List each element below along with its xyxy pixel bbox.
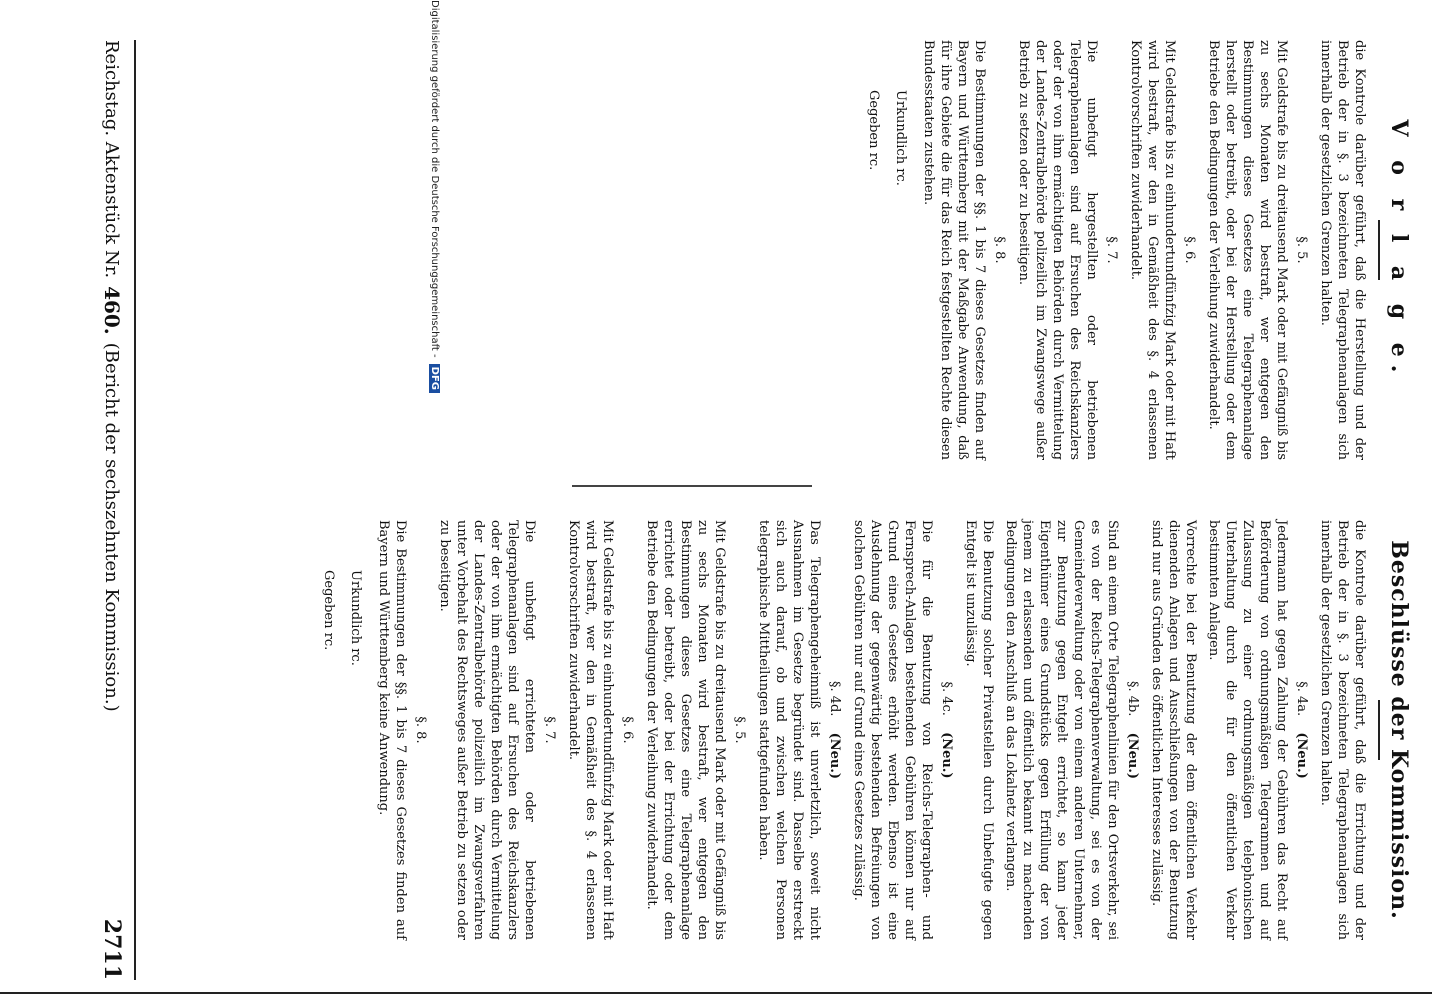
- page-edge-line: [0, 992, 1432, 994]
- section-label: §. 4d.: [827, 680, 842, 717]
- section-text: Die unbefugt hergestellten oder betriebenen Telegraphenanlagen sind auf Ersuchen des Reichskanzlers oder der von ihm ermächtigten Behörden durch Vermittelung der Landes-Zentralbehörde polizeilich im Zwangswege außer Betrieb zu setzen oder zu beseitigen.: [1016, 40, 1099, 460]
- closing-gegeben: Gegeben rc.: [866, 90, 881, 171]
- column-heading-vorlage: V o r l a g e.: [1386, 119, 1412, 381]
- section-text: Mit Geldstrafe bis zu einhundertundfünfzig Mark oder mit Haft wird bestraft, wer den in Gemäßheit des §. 4 erlassenen Kontrolvorschriften zuwiderhandelt.: [566, 520, 615, 940]
- section-label: §. 7.: [1104, 236, 1119, 264]
- section-text: Mit Geldstrafe bis zu dreitausend Mark oder mit Gefängniß bis zu sechs Monaten wird bestraft, wer entgegen den Bestimmungen dieses Gesetzes eine Telegraphenanlage herstellt oder betreibt, oder bei der Herstellung oder dem Betriebe den Bedingungen der Verleihung zuwiderhandelt.: [1206, 40, 1289, 460]
- intro-paragraph: die Kontrole darüber geführt, daß die Herstellung und der Betrieb der in §. 3 bezeichneten Telegraphenanlagen sich innerhalb der gesetzlichen Grenzen halten.: [1318, 40, 1367, 460]
- section-text: Die für die Benutzung von Reichs-Telegraphen- und Fernsprech-Anlagen bestehenden Gebühren können nur auf Grund eines Gesetzes erhöht werden. Ebenso ist eine Ausdehnung der gegenwärtig bestehenden Befreiungen von solchen Gebühren nur auf Grund eines Gesetzes zulässig.: [851, 520, 934, 940]
- section-label: §. 8.: [992, 236, 1007, 264]
- section-header: [827, 520, 842, 940]
- heading-rule: [1378, 220, 1380, 280]
- section-text: Das Telegraphengeheimniß ist unverletzlich, soweit nicht Ausnahmen im Gesetze begründet sind. Dasselbe erstreckt sich auch darauf, ob und zwischen welchen Personen telegraphische Mittheilungen stattgefunden haben.: [756, 520, 822, 940]
- section-text: Vorrechte bei der Benutzung der dem öffentlichen Verkehr dienenden Anlagen und Ausschließungen von der Benutzung sind nur aus Gründen des öffentlichen Interesses zulässig.: [1149, 520, 1198, 940]
- dfg-logo: DFG: [430, 364, 441, 393]
- closing-urkundlich: Urkundlich rc.: [893, 90, 908, 186]
- page-number: 2711: [99, 918, 125, 980]
- column-heading-beschluesse: Beschlüsse der Kommission.: [1386, 540, 1412, 920]
- new-marker: (Neu.): [1125, 732, 1140, 780]
- header-title: Reichstag. Aktenstück Nr.: [101, 40, 123, 279]
- column-vorlage: [152, 40, 1432, 460]
- section-label: §. 6.: [620, 716, 635, 744]
- section-label: §. 4c.: [939, 681, 954, 716]
- header-rule: [134, 40, 136, 980]
- section-text: Die Bestimmungen der §§. 1 bis 7 dieses Gesetzes finden auf Bayern und Württemberg mit der Maßgabe Anwendung, daß für ihre Gebiete die für das Reich festgestellten Rechte diesen Bundesstaaten zustehen.: [921, 40, 987, 460]
- section-header: [1125, 520, 1140, 940]
- section-label: §. 7.: [542, 716, 557, 744]
- closing-gegeben: Gegeben rc.: [321, 570, 336, 651]
- closing-urkundlich: Urkundlich rc.: [348, 570, 363, 666]
- section-label: §. 6.: [1182, 236, 1197, 264]
- section-label: §. 5.: [732, 716, 747, 744]
- section-text: Sind an einem Orte Telegraphenlinien für den Ortsverkehr, sei es von der Reichs-Telegraphenverwaltung, sei es von der Gemeindeverwaltung oder von einem anderen Unternehmer, zur Benutzung gegen Entgelt errichtet, so kann jeder Eigenthümer eines Grundstücks gegen Erfüllung der von jenem zu erlassenden und öffentlich bekannt zu machenden Bedingungen den Anschluß an das Lokalnetz verlangen.: [1003, 520, 1120, 940]
- new-marker: (Neu.): [939, 732, 954, 779]
- section-header: [1294, 520, 1309, 940]
- column-divider: [572, 485, 812, 487]
- section-text: Mit Geldstrafe bis zu dreitausend Mark oder mit Gefängniß bis zu sechs Monaten wird bestraft, wer entgegen den Bestimmungen dieses Gesetzes eine Telegraphenanlage errichtet oder betreibt, oder bei der Errichtung oder dem Betriebe den Bedingungen der Verleihung zuwiderhandelt.: [644, 520, 727, 940]
- section-label: §. 4b.: [1125, 680, 1140, 717]
- page-header: [92, 40, 132, 980]
- section-label: §. 5.: [1294, 236, 1309, 264]
- section-text: Die unbefugt errichteten oder betriebenen Telegraphenanlagen sind auf Ersuchen des Reichskanzlers oder der von ihm ermächtigten Behörden durch Vermittelung der Landes-Zentralbehörde polizeilich im Zwangsverfahren unter Vorbehalt des Rechtsweges außer Betrieb zu setzen oder zu beseitigen.: [437, 520, 537, 940]
- section-header: [939, 520, 954, 940]
- credit-text: Digitalisierung gefördert durch die Deutsche Forschungsgemeinschaft -: [429, 0, 441, 358]
- section-text: Die Bestimmungen der §§. 1 bis 7 dieses Gesetzes finden auf Bayern und Württemberg keine Anwendung.: [376, 520, 408, 940]
- section-label: §. 4a.: [1294, 681, 1309, 717]
- header-document-number: 460.: [100, 286, 124, 335]
- heading-rule: [1378, 700, 1380, 760]
- new-marker: (Neu.): [827, 732, 842, 780]
- section-text: Mit Geldstrafe bis zu einhundertundfünfzig Mark oder mit Haft wird bestraft, wer den in Gemäßheit des §. 4 erlassenen Kontrolvorschriften zuwiderhandelt.: [1128, 40, 1177, 460]
- header-subtitle: (Bericht der sechszehnten Kommission.): [101, 342, 123, 712]
- section-text: Die Benutzung solcher Privatstellen durch Unbefugte gegen Entgelt ist unzulässig.: [963, 520, 995, 940]
- section-text: Jedermann hat gegen Zahlung der Gebühren das Recht auf Beförderung von ordnungsmäßigen Telegrammen und auf Zulassung zu einer ordnungsmäßigen telephonischen Unterhaltung durch die für den öffentlichen Verkehr bestimmten Anlagen.: [1206, 520, 1289, 940]
- section-label: §. 8.: [413, 716, 428, 744]
- column-beschluesse: [152, 520, 1432, 940]
- intro-paragraph: die Kontrole darüber geführt, daß die Errichtung und der Betrieb der in §. 3 bezeichneten Telegraphenanlagen sich innerhalb der gesetzlichen Grenzen halten.: [1318, 520, 1367, 940]
- digitization-credit: [428, 0, 442, 1000]
- new-marker: (Neu.): [1294, 732, 1309, 779]
